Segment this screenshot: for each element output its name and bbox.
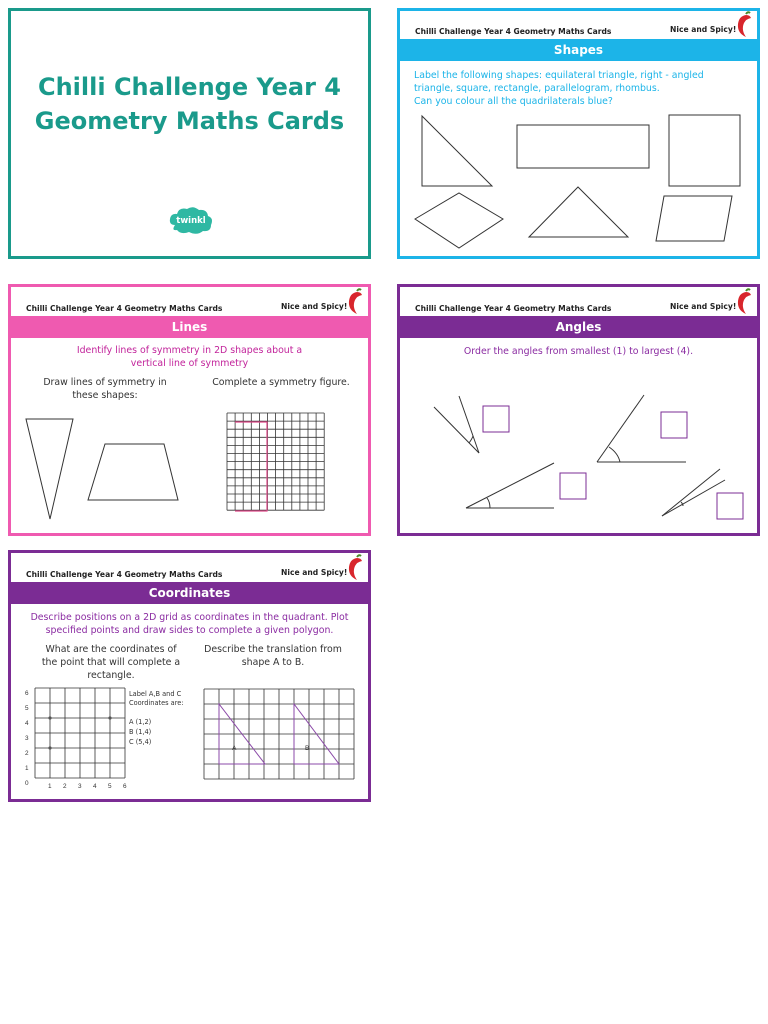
coord-label-line-2: Coordinates are: [129, 699, 184, 707]
y-tick-label: 3 [25, 735, 29, 742]
coordinates-band: Coordinates [11, 582, 368, 604]
x-tick-label: 4 [93, 783, 97, 790]
angle-3-answer-box[interactable] [560, 473, 586, 499]
cover-title-line-1: Chilli Challenge Year 4 [37, 73, 342, 101]
x-tick-label: 3 [78, 783, 82, 790]
cover-title-line-2: Geometry Maths Cards [34, 107, 345, 135]
spicy-label: Nice and Spicy! [281, 568, 348, 577]
angle-4-answer-box[interactable] [717, 493, 743, 519]
coord-a: A (1,2) [129, 718, 152, 726]
right-angled-triangle[interactable] [422, 116, 492, 186]
rhombus[interactable] [415, 193, 503, 248]
card-header-title: Chilli Challenge Year 4 Geometry Maths Cards [415, 27, 612, 36]
x-tick-label: 6 [123, 783, 127, 790]
angle-4 [662, 469, 725, 516]
angles-card [397, 284, 760, 536]
shapes-instruction-2: triangle, square, rectangle, parallelogram, rhombus. [414, 83, 660, 94]
lines-card [8, 284, 371, 536]
card-header-title: Chilli Challenge Year 4 Geometry Maths Cards [415, 304, 612, 313]
angles-instruction: Order the angles from smallest (1) to largest (4). [463, 346, 694, 357]
lines-instruction-1: Identify lines of symmetry in 2D shapes about a [76, 345, 303, 356]
coord-b: B (1,4) [129, 728, 152, 736]
shapes-card [397, 8, 760, 259]
rectangle[interactable] [517, 125, 649, 168]
angle-2-answer-box[interactable] [661, 412, 687, 438]
lines-right-prompt: Complete a symmetry figure. [212, 377, 350, 388]
lines-instruction-2: vertical line of symmetry [130, 358, 249, 369]
symmetry-grid[interactable] [227, 413, 324, 510]
coord-left-prompt-1: What are the coordinates of [45, 644, 177, 655]
shapes-instruction-3: Can you colour all the quadrilaterals blue? [414, 96, 613, 107]
coord-c: C (5,4) [129, 738, 152, 746]
square[interactable] [669, 115, 740, 186]
lines-figures [11, 287, 368, 533]
shapes-instruction-1: Label the following shapes: equilateral triangle, right - angled [414, 70, 704, 81]
lines-left-prompt-1: Draw lines of symmetry in [43, 377, 167, 388]
y-tick-label: 6 [25, 690, 29, 697]
coord-right-prompt-1: Describe the translation from [204, 644, 342, 655]
angle-3 [466, 463, 554, 508]
twinkl-logo-text: twinkl [176, 216, 206, 226]
angle-1 [434, 396, 479, 453]
coord-right-prompt-2: shape A to B. [241, 657, 305, 668]
angle-2 [597, 395, 686, 462]
coord-instruction-1: Describe positions on a 2D grid as coordinates in the quadrant. Plot [30, 612, 349, 623]
angles-figures [400, 287, 757, 533]
title-card [8, 8, 371, 259]
card-header-title: Chilli Challenge Year 4 Geometry Maths Cards [26, 304, 223, 313]
trapezium[interactable] [88, 444, 178, 500]
y-tick-label: 2 [25, 750, 29, 757]
card-header-title: Chilli Challenge Year 4 Geometry Maths Cards [26, 570, 223, 579]
shape-b-label: B [305, 745, 310, 752]
shapes-figures [400, 11, 757, 256]
coord-label-line-1: Label A,B and C [129, 690, 182, 698]
spicy-label: Nice and Spicy! [670, 302, 737, 311]
lines-band: Lines [11, 316, 368, 338]
lines-left-prompt-2: these shapes: [72, 390, 138, 401]
x-tick-label: 2 [63, 783, 67, 790]
y-tick-label: 5 [25, 705, 29, 712]
shapes-band: Shapes [400, 39, 757, 61]
spicy-label: Nice and Spicy! [670, 25, 737, 34]
coord-left-prompt-2: the point that will complete a [41, 657, 181, 668]
coord-instruction-2: specified points and draw sides to complete a given polygon. [45, 625, 334, 636]
angles-band: Angles [400, 316, 757, 338]
x-tick-label: 5 [108, 783, 112, 790]
equilateral-triangle[interactable] [529, 187, 628, 237]
angle-1-answer-box[interactable] [483, 406, 509, 432]
spicy-label: Nice and Spicy! [281, 302, 348, 311]
shape-a-label: A [232, 745, 237, 752]
x-tick-label: 1 [48, 783, 52, 790]
y-tick-label: 0 [25, 780, 29, 787]
y-tick-label: 1 [25, 765, 29, 772]
translation-grid[interactable] [11, 553, 368, 799]
coordinates-card [8, 550, 371, 802]
coord-left-prompt-3: rectangle. [87, 670, 135, 681]
kite-triangle[interactable] [26, 419, 73, 519]
parallelogram[interactable] [656, 196, 732, 241]
y-tick-label: 4 [25, 720, 29, 727]
